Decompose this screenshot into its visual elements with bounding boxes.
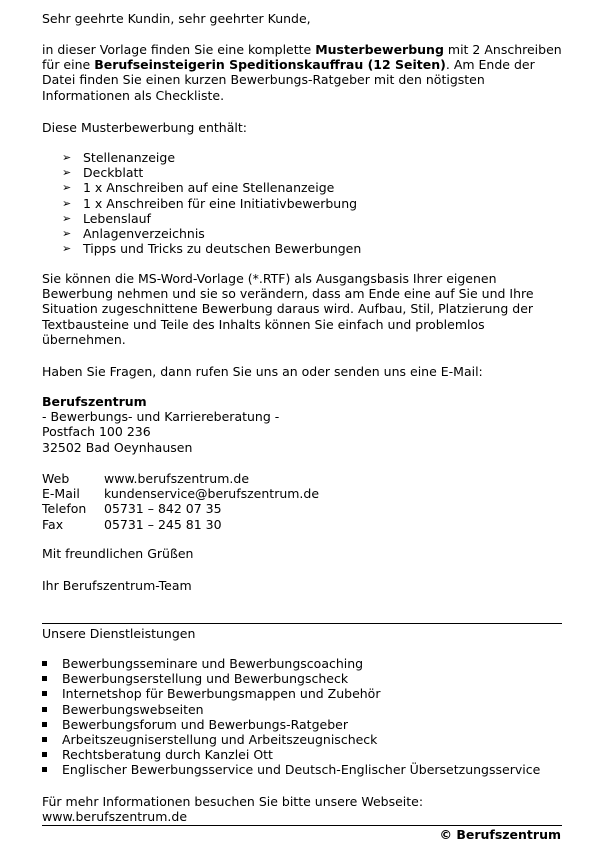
contents-item-label: Deckblatt [83, 165, 144, 181]
contact-row [42, 517, 562, 532]
square-bullet-icon [42, 676, 47, 681]
service-item [42, 717, 562, 732]
square-bullet-icon [42, 691, 47, 696]
address-block [42, 394, 562, 455]
city: 32502 Bad Oeynhausen [42, 439, 193, 455]
service-item-label: Rechtsberatung durch Kanzlei Ott [62, 747, 273, 763]
contents-item-label: Stellenanzeige [83, 150, 176, 165]
services-heading: Unsere Dienstleistungen [42, 626, 196, 641]
divider-bottom [42, 825, 562, 826]
service-item-label: Bewerbungswebseiten [62, 701, 204, 717]
square-bullet-icon [42, 737, 47, 742]
service-item-label: Bewerbungsforum und Bewerbungs-Ratgeber [62, 716, 348, 732]
questions-text: Haben Sie Fragen, dann rufen Sie uns an oder senden uns eine E-Mail: [42, 364, 483, 379]
intro-text-2: mit 2 Anschreiben für eine [42, 42, 562, 73]
contents-item [42, 211, 562, 226]
service-item [42, 656, 562, 671]
greeting: Sehr geehrte Kundin, sehr geehrter Kunde, [42, 11, 311, 26]
contact-value: www.berufszentrum.de [104, 471, 250, 486]
contact-label: Telefon [42, 501, 87, 517]
square-bullet-icon [42, 767, 47, 772]
service-item [42, 671, 562, 686]
square-bullet-icon [42, 707, 47, 712]
arrow-bullet-icon: ➢ [62, 196, 72, 210]
contact-value: 05731 – 245 81 30 [104, 516, 222, 532]
signature: Ihr Berufszentrum-Team [42, 578, 192, 593]
divider-top [42, 623, 562, 624]
contents-item-label: Anlagenverzeichnis [83, 226, 205, 242]
contents-item [42, 196, 562, 211]
arrow-bullet-icon: ➢ [62, 151, 72, 164]
postbox: Postfach 100 236 [42, 424, 151, 440]
contact-label: Fax [42, 516, 64, 532]
service-item [42, 686, 562, 701]
service-item [42, 747, 562, 762]
intro-text-3: . Am Ende der Datei finden Sie einen kurzen Bewerbungs-Ratgeber mit den nötigsten Informationen als Checkliste. [42, 57, 535, 103]
contact-label: Web [42, 471, 70, 486]
copyright: © Berufszentrum [439, 827, 561, 842]
contact-row [42, 501, 562, 516]
company-name: Berufszentrum [42, 394, 147, 409]
company-tagline: - Bewerbungs- und Karriereberatung - [42, 409, 280, 425]
contact-label: E-Mail [42, 486, 80, 502]
contents-heading: Diese Musterbewerbung enthält: [42, 120, 247, 135]
contents-item-label: Lebenslauf [83, 210, 151, 226]
intro-bold-1: Musterbewerbung [315, 42, 444, 57]
contents-item [42, 150, 562, 165]
more-info-text: Für mehr Informationen besuchen Sie bitte unsere Webseite: [42, 794, 424, 809]
contents-list [42, 150, 562, 256]
contents-item-label: 1 x Anschreiben auf eine Stellenanzeige [83, 180, 335, 196]
arrow-bullet-icon: ➢ [62, 211, 72, 225]
service-item-label: Arbeitszeugniserstellung und Arbeitszeugnischeck [62, 732, 378, 748]
contents-item [42, 165, 562, 180]
contact-row [42, 486, 562, 501]
service-item-label: Bewerbungsseminare und Bewerbungscoaching [62, 656, 364, 671]
arrow-bullet-icon: ➢ [62, 181, 72, 195]
intro-paragraph [42, 42, 562, 103]
square-bullet-icon [42, 722, 47, 727]
word-info-paragraph: Sie können die MS-Word-Vorlage (*.RTF) als Ausgangsbasis Ihrer eigenen Bewerbung nehmen und sie so verändern, dass am Ende eine auf Sie und Ihre Situation zugeschnittene Bewerbung daraus wird. Aufbau, Stil, Platzierung der Textbausteine und Teile des Inhalts können Sie einfach und problemlos übernehmen. [42, 271, 534, 347]
contact-value: 05731 – 842 07 35 [104, 501, 222, 517]
square-bullet-icon [42, 661, 47, 666]
square-bullet-icon [42, 752, 47, 757]
arrow-bullet-icon: ➢ [62, 242, 72, 256]
contents-item [42, 226, 562, 241]
services-list [42, 656, 562, 778]
website-link[interactable]: www.berufszentrum.de [42, 809, 188, 824]
intro-text-1: in dieser Vorlage finden Sie eine komplette [42, 42, 316, 57]
service-item-label: Englischer Bewerbungsservice und Deutsch-Englischer Übersetzungsservice [62, 762, 541, 778]
contents-item-label: 1 x Anschreiben für eine Initiativbewerbung [83, 195, 358, 211]
contact-block [42, 471, 562, 532]
arrow-bullet-icon: ➢ [62, 227, 72, 241]
intro-bold-2: Berufseinsteigerin Speditionskauffrau (12 Seiten) [94, 57, 446, 73]
contact-value: kundenservice@berufszentrum.de [104, 486, 320, 502]
service-item-label: Internetshop für Bewerbungsmappen und Zubehör [62, 686, 381, 702]
arrow-bullet-icon: ➢ [62, 166, 72, 180]
service-item [42, 702, 562, 717]
contents-item [42, 180, 562, 195]
service-item [42, 762, 562, 777]
contact-row [42, 471, 562, 486]
closing: Mit freundlichen Grüßen [42, 546, 194, 561]
service-item [42, 732, 562, 747]
contents-item-label: Tipps und Tricks zu deutschen Bewerbungen [83, 241, 362, 257]
service-item-label: Bewerbungserstellung und Bewerbungscheck [62, 671, 349, 687]
contents-item [42, 241, 562, 256]
